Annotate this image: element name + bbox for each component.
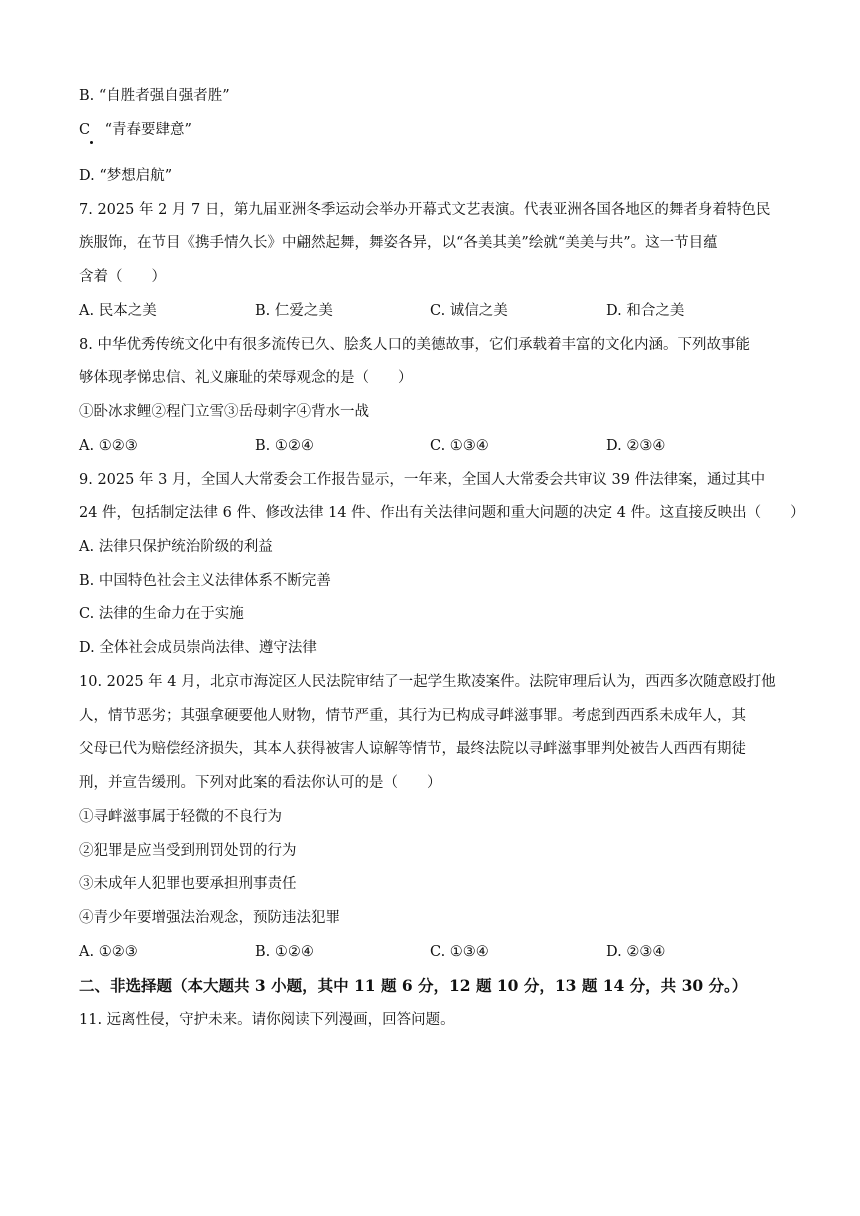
q10-option-c: C. ①③④ [430,944,489,960]
q7-stem-line-1: 7. 2025 年 2 月 7 日，第九届亚洲冬季运动会举办开幕式文艺表演。代表亚洲各国各地区的舞者身着特色民 [79,202,771,218]
q8-option-d: D. ②③④ [606,438,666,454]
q9-option-b: B. 中国特色社会主义法律体系不断完善 [79,573,331,589]
q10-stem-line-1: 10. 2025 年 4 月，北京市海淀区人民法院审结了一起学生欺凌案件。法院审理后认为，西西多次随意殴打他 [79,674,776,690]
q8-option-c: C. ①③④ [430,438,489,454]
q6-option-c: C “青春要肆意” [79,122,192,138]
q10-option-a: A. ①②③ [79,944,138,960]
q6-option-d: D. “梦想启航” [79,168,173,184]
q9-option-d: D. 全体社会成员崇尚法律、遵守法律 [79,640,317,656]
q11-stem-line-1: 11. 远离性侵，守护未来。请你阅读下列漫画，回答问题。 [79,1012,455,1028]
option-c-dot-mark [90,141,93,144]
q8-option-a: A. ①②③ [79,438,138,454]
q10-statement-1: ①寻衅滋事属于轻微的不良行为 [79,809,282,825]
q8-stem-line-2: 够体现孝悌忠信、礼义廉耻的荣辱观念的是（ ） [79,370,413,386]
section-2-heading: 二、非选择题（本大题共 3 小题，其中 11 题 6 分，12 题 10 分，13 题 14 分，共 30 分。） [79,976,748,995]
q10-stem-line-3: 父母已代为赔偿经济损失，其本人获得被害人谅解等情节，最终法院以寻衅滋事罪判处被告人西西有期徒 [79,741,746,757]
q8-stem-line-1: 8. 中华优秀传统文化中有很多流传已久、脍炙人口的美德故事，它们承载着丰富的文化内涵。下列故事能 [79,337,750,353]
q6-option-b: B. “自胜者强自强者胜” [79,88,230,104]
q10-statement-4: ④青少年要增强法治观念，预防违法犯罪 [79,910,340,926]
q7-option-d: D. 和合之美 [606,303,685,319]
q7-option-a: A. 民本之美 [79,303,157,319]
q10-stem-line-4: 刑，并宣告缓刑。下列对此案的看法你认可的是（ ） [79,775,442,791]
q9-option-c: C. 法律的生命力在于实施 [79,606,244,622]
q7-option-b: B. 仁爱之美 [255,303,333,319]
q7-stem-line-3: 含着（ ） [79,269,166,285]
q9-stem-line-2: 24 件，包括制定法律 6 件、修改法律 14 件、作出有关法律问题和重大问题的决定 4 件。这直接反映出（ ） [79,505,805,521]
q7-option-c: C. 诚信之美 [430,303,508,319]
q9-stem-line-1: 9. 2025 年 3 月，全国人大常委会工作报告显示，一年来，全国人大常委会共审议 39 件法律案，通过其中 [79,472,766,488]
q10-option-b: B. ①②④ [255,944,314,960]
q7-stem-line-2: 族服饰，在节目《携手情久长》中翩然起舞，舞姿各异，以“各美其美”绘就“美美与共”。这一节目蕴 [79,235,718,251]
q10-stem-line-2: 人，情节恶劣；其强拿硬要他人财物，情节严重，其行为已构成寻衅滋事罪。考虑到西西系未成年人，其 [79,708,746,724]
q9-option-a: A. 法律只保护统治阶级的利益 [79,539,273,555]
q8-stem-line-3: ①卧冰求鲤②程门立雪③岳母刺字④背水一战 [79,404,369,420]
q10-statement-3: ③未成年人犯罪也要承担刑事责任 [79,876,297,892]
q8-option-b: B. ①②④ [255,438,314,454]
q10-statement-2: ②犯罪是应当受到刑罚处罚的行为 [79,843,297,859]
q10-option-d: D. ②③④ [606,944,666,960]
